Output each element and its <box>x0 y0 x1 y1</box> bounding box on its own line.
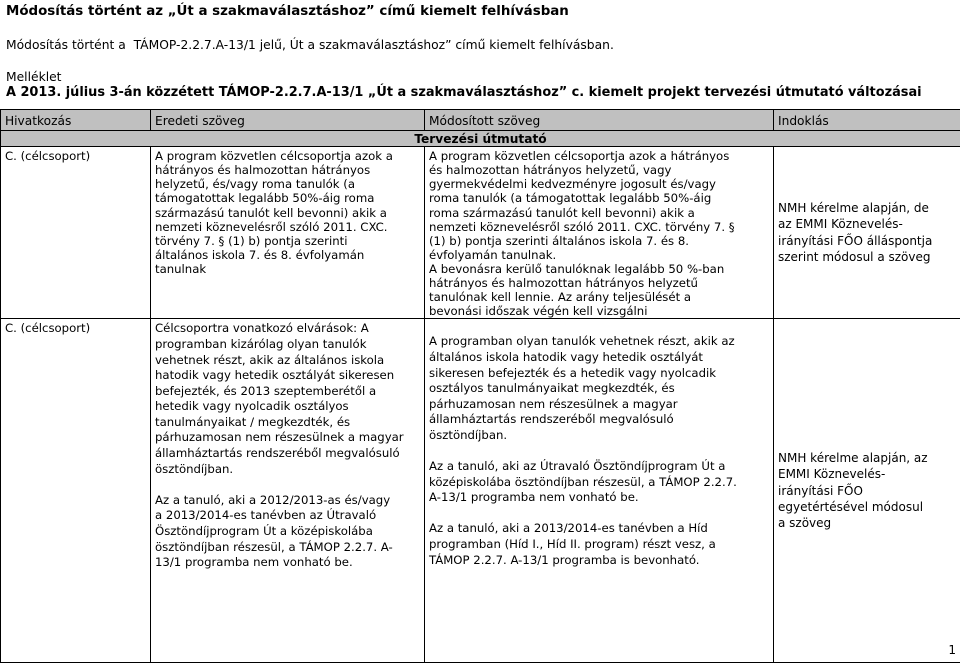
row-reference: C. (célcsoport) <box>1 147 151 319</box>
row-modified-text: A programban olyan tanulók vehetnek részt, akik az általános iskola hatodik vagy hetedik osztályát sikeresen befejezték és a hetedik vagy nyolcadik osztályos tanulmányaikat megkezdték, és párhuzamosan nem részesülnek a magyar államháztartás rendszeréből megvalósuló ösztöndíjban. Az a tanuló, aki az Útravaló Ösztöndíjprogram Út a középiskolába ösztöndíjban részesül, a TÁMOP 2.2.7. A-13/1 programba nem vonható be. Az a tanuló, aki a 2013/2014-es tanévben a Híd programban (Híd I., Híd II. program) részt vesz, a TÁMOP 2.2.7. A-13/1 programba is bevonható. <box>425 319 774 663</box>
section-subheader: Tervezési útmutató <box>1 131 960 147</box>
table-row <box>1 147 960 319</box>
changes-table <box>0 109 960 663</box>
col-header-original: Eredeti szöveg <box>151 110 425 131</box>
page-title: Módosítás történt az „Út a szakmaválasztáshoz” című kiemelt felhívásban <box>6 4 569 19</box>
row-reference: C. (célcsoport) <box>1 319 151 663</box>
row-reason: NMH kérelme alapján, az EMMI Köznevelés- irányítási FŐO egyetértésével módosul a szöveg <box>774 319 960 663</box>
table-header-row <box>1 110 960 131</box>
row-modified-text: A program közvetlen célcsoportja azok a hátrányos és halmozottan hátrányos helyzetű, vagy gyermekvédelmi kedvezményre jogosult és/vagy roma tanulók (a támogatottak legalább 50%-áig roma származású tanulót kell bevonni) akik a nemzeti köznevelésről szóló 2011. CXC. törvény 7. § (1) b) pontja szerinti általános iskola 7. és 8. évfolyamán tanulnak. A bevonásra kerülő tanulóknak legalább 50 %-ban hátrányos és halmozottan hátrányos helyzetű tanulónak kell lennie. Az arány teljesülését a bevonási időszak végén kell vizsgálni <box>425 147 774 319</box>
table-row <box>1 319 960 663</box>
page-number: 1 <box>948 643 956 657</box>
row-original-text: A program közvetlen célcsoportja azok a hátrányos és halmozottan hátrányos helyzetű, és/vagy roma tanulók (a támogatottak legalább 50%-áig roma származású tanulót kell bevonni) akik a nemzeti köznevelésről szóló 2011. CXC. törvény 7. § (1) b) pontja szerinti általános iskola 7. és 8. évfolyamán tanulnak <box>151 147 425 319</box>
col-header-reason: Indoklás <box>774 110 960 131</box>
intro-text: Módosítás történt a TÁMOP-2.2.7.A-13/1 jelű, Út a szakmaválasztáshoz” című kiemelt felhívásban. <box>6 38 614 52</box>
section-subheader-row <box>1 131 960 147</box>
col-header-reference: Hivatkozás <box>1 110 151 131</box>
annex-title: A 2013. július 3-án közzétett TÁMOP-2.2.7.A-13/1 „Út a szakmaválasztáshoz” c. kiemelt projekt tervezési útmutató változásai <box>6 85 922 100</box>
row-original-text: Célcsoportra vonatkozó elvárások: A programban kizárólag olyan tanulók vehetnek részt, akik az általános iskola hatodik vagy hetedik osztályát sikeresen befejezték, és 2013 szeptemberétől a hetedik vagy nyolcadik osztályos tanulmányaikat / megkezdték, és párhuzamosan nem részesülnek a magyar államháztartás rendszeréből megvalósuló ösztöndíjban. Az a tanuló, aki a 2012/2013-as és/vagy a 2013/2014-es tanévben az Útravaló Ösztöndíjprogram Út a középiskolába ösztöndíjban részesül, a TÁMOP 2.2.7. A- 13/1 programba nem vonható be. <box>151 319 425 663</box>
col-header-modified: Módosított szöveg <box>425 110 774 131</box>
annex-label: Melléklet <box>6 70 62 84</box>
row-reason: NMH kérelme alapján, de az EMMI Köznevelés- irányítási FŐO álláspontja szerint módosul a szöveg <box>774 147 960 319</box>
